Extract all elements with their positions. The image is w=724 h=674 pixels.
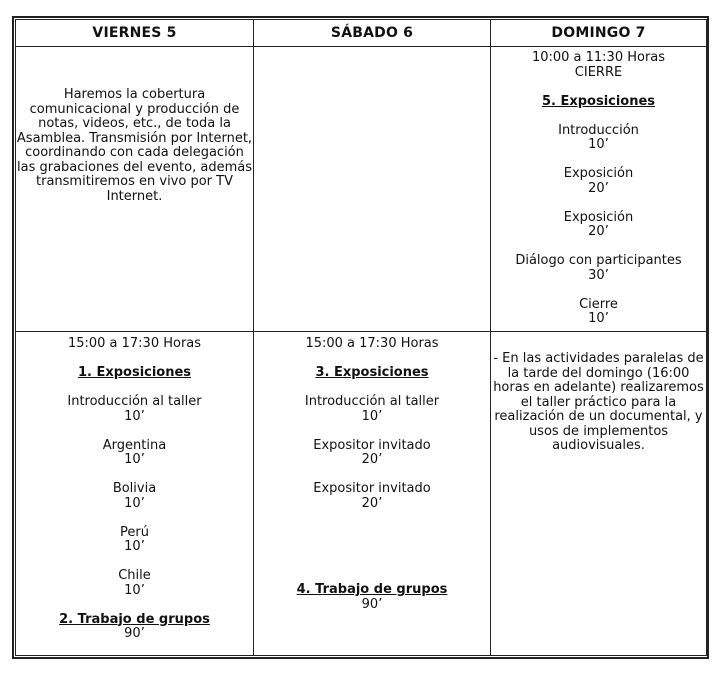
header-domingo: DOMINGO 7: [491, 20, 707, 47]
agenda-item-duration: 10’: [124, 539, 145, 554]
agenda-item-name: Argentina: [102, 437, 167, 453]
viernes-heading: 1. Exposiciones: [77, 365, 192, 380]
viernes-text-line: Asamblea. Transmisión por Internet,: [16, 130, 253, 146]
agenda-item-duration: 30’: [588, 267, 609, 283]
agenda-item-duration: 20’: [588, 180, 609, 196]
domingo-text-line: realización de un documental, y: [494, 409, 703, 424]
domingo-text-line: el taller práctico para la: [520, 394, 677, 410]
viernes-text-line: comunicacional y producción de: [29, 101, 240, 117]
domingo-heading: 5. Exposiciones: [541, 93, 656, 109]
viernes-heading-2: 2. Trabajo de grupos: [59, 611, 210, 627]
agenda-item-duration: 10’: [124, 408, 145, 424]
agenda-item-name: Cierre: [579, 296, 618, 312]
agenda-item-name: Introducción: [558, 122, 639, 138]
domingo-afternoon-cell: [491, 332, 707, 656]
domingo-text-line: la tarde del domingo (16:00: [507, 365, 690, 381]
domingo-text-line: usos de implementos: [528, 423, 669, 439]
agenda-item-duration: 10’: [361, 408, 383, 424]
header-row: [16, 20, 707, 47]
viernes-text-line: coordinando con cada delegación: [25, 145, 244, 160]
agenda-item-name: Expositor invitado: [313, 481, 431, 496]
sabado-afternoon-cell: [254, 332, 491, 656]
agenda-item-name: Introducción al taller: [67, 394, 202, 409]
viernes-text-line: Internet.: [106, 188, 163, 204]
viernes-text-line: las grabaciones del evento, además: [17, 159, 252, 175]
domingo-text-line: audiovisuales.: [552, 438, 645, 453]
agenda-item-name: Expositor invitado: [313, 437, 431, 453]
agenda-item-duration: 10’: [124, 582, 145, 598]
agenda-item-name: Exposición: [563, 166, 634, 181]
agenda-item-name: Chile: [118, 568, 151, 583]
domingo-text-line: horas en adelante) realizaremos: [493, 380, 704, 395]
domingo-morning-cell: [491, 47, 707, 332]
sabado-heading-2: 4. Trabajo de grupos: [296, 582, 448, 597]
agenda-item-duration: 20’: [361, 452, 383, 467]
viernes-text-line: notas, videos, etc., de toda la: [38, 116, 231, 131]
agenda-item-name: Perú: [120, 524, 149, 540]
agenda-item-duration: 10’: [588, 311, 609, 326]
sabado-heading: 3. Exposiciones: [315, 365, 429, 380]
domingo-text-line: - En las actividades paralelas de: [493, 351, 704, 366]
agenda-item-name: Exposición: [563, 209, 634, 225]
viernes-time: 15:00 a 17:30 Horas: [67, 336, 202, 351]
morning-row: [16, 47, 707, 332]
agenda-item-duration: 20’: [588, 224, 609, 239]
domingo-time: 10:00 a 11:30 Horas: [531, 50, 666, 65]
viernes-morning-cell: [16, 47, 254, 332]
agenda-item-name: Introducción al taller: [304, 394, 440, 409]
agenda-item-duration: 10’: [588, 137, 609, 152]
viernes-text-line: transmitiremos en vivo por TV: [36, 174, 233, 189]
agenda-item-duration: 10’: [124, 452, 145, 467]
header-viernes: VIERNES 5: [16, 20, 254, 47]
viernes-afternoon-cell: [16, 332, 254, 656]
viernes-text-line: Haremos la cobertura: [63, 87, 206, 102]
agenda-item-duration: 20’: [361, 495, 383, 511]
agenda-item-name: Bolivia: [112, 481, 157, 496]
agenda-item-duration: 10’: [124, 495, 145, 511]
header-sabado: SÁBADO 6: [254, 20, 491, 47]
sabado-time: 15:00 a 17:30 Horas: [305, 336, 439, 351]
schedule-table: [15, 19, 707, 656]
sabado-morning-cell: [254, 47, 491, 332]
domingo-label: CIERRE: [574, 64, 623, 80]
afternoon-row: [16, 332, 707, 656]
viernes-duration-2: 90’: [124, 626, 145, 641]
agenda-item-name: Diálogo con participantes: [515, 253, 682, 268]
sabado-duration-2: 90’: [361, 596, 383, 612]
